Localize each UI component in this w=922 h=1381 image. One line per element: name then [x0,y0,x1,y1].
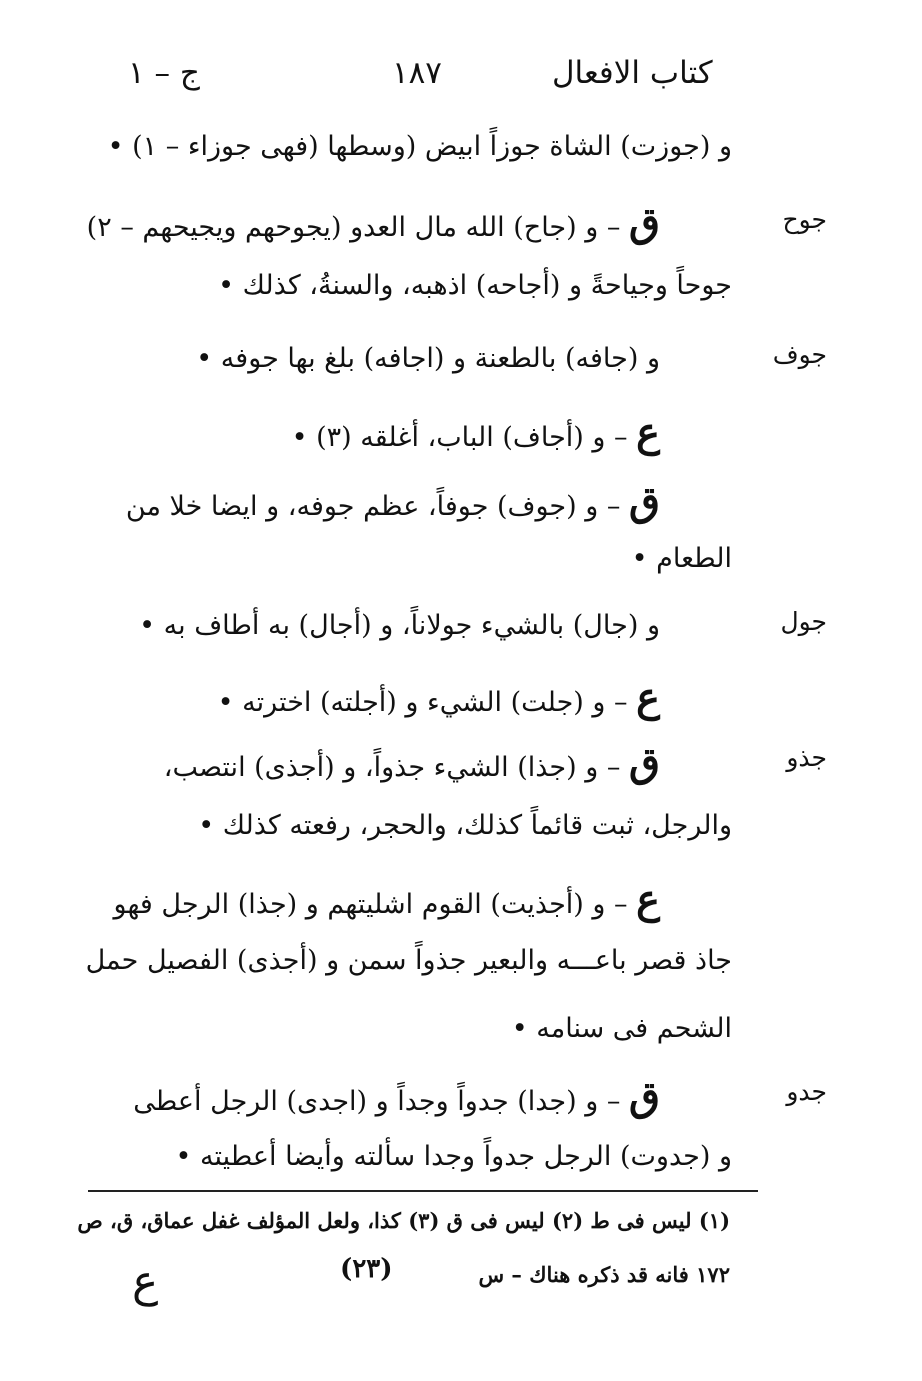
text-line: ق – و (جذا) الشيء جذواً، و (أجذى) انتصب، [163,739,660,786]
source-marker: ق [628,739,660,786]
source-marker: ع [636,409,660,456]
text-line: ق – و (جاح) الله مال العدو (يجوحهم ويجيحهم – ٢) [86,199,660,246]
headword: جوف [772,340,827,369]
footnote-rule [88,1190,758,1192]
text-line: ع – و (أجاف) الباب، أغلقه (٣) • [291,409,660,456]
text-line: ع – و (جلت) الشيء و (أجلته) اخترته • [217,674,660,721]
text-line: والرجل، ثبت قائماً كذلك، والحجر، رفعته كذلك • [198,810,732,841]
text-line: ق – و (جدا) جدواً وجداً و (اجدى) الرجل أعطى [133,1073,660,1120]
text-line: و (جدوت) الرجل جدواً وجدا سألته وأيضا أعطيته • [175,1141,732,1172]
text-line: ق – و (جوف) جوفاً، عظم جوفه، و ايضا خلا من [125,478,660,525]
text-line: و (جوزت) الشاة جوزاً ابيض (وسطها (فهى جوزاء – ١) • [107,131,732,162]
footnote-line: (١) ليس فى ط (٢) ليس فى ق (٣) كذا، ولعل المؤلف غفل عماق، ق، ص [77,1208,730,1233]
source-marker: ع [636,674,660,721]
source-marker: ق [628,478,660,525]
source-marker: ق [628,199,660,246]
text-line: الطعام • [631,543,732,574]
book-title: كتاب الافعال [552,55,713,91]
text-line: الشحم فى سنامه • [511,1013,732,1044]
headword: جذو [786,743,827,772]
page-number: ١٨٧ [392,55,442,91]
headword: جدو [786,1077,827,1106]
signature-letter: ع [132,1256,159,1307]
text-line: جوحاً وجياحةً و (أجاحه) اذهبه، والسنةُ، كذلك • [218,270,732,301]
source-marker: ع [636,876,660,923]
signature-number: (٢٣) [340,1254,393,1284]
footnote-line: ١٧٢ فانه قد ذكره هناك – س [478,1262,730,1287]
source-marker: ق [628,1073,660,1120]
volume-label: ج – ١ [128,55,200,91]
text-line: و (جافه) بالطعنة و (اجافه) بلغ بها جوفه • [196,343,660,374]
text-line: ع – و (أجذيت) القوم اشليتهم و (جذا) الرجل فهو [113,876,660,923]
text-line: جاذ قصر باعـــه والبعير جذواً سمن و (أجذى) الفصيل حمل [85,945,732,976]
headword: جوح [782,205,827,234]
headword: جول [780,607,827,636]
text-line: و (جال) بالشيء جولاناً، و (أجال) به أطاف به • [139,610,660,641]
